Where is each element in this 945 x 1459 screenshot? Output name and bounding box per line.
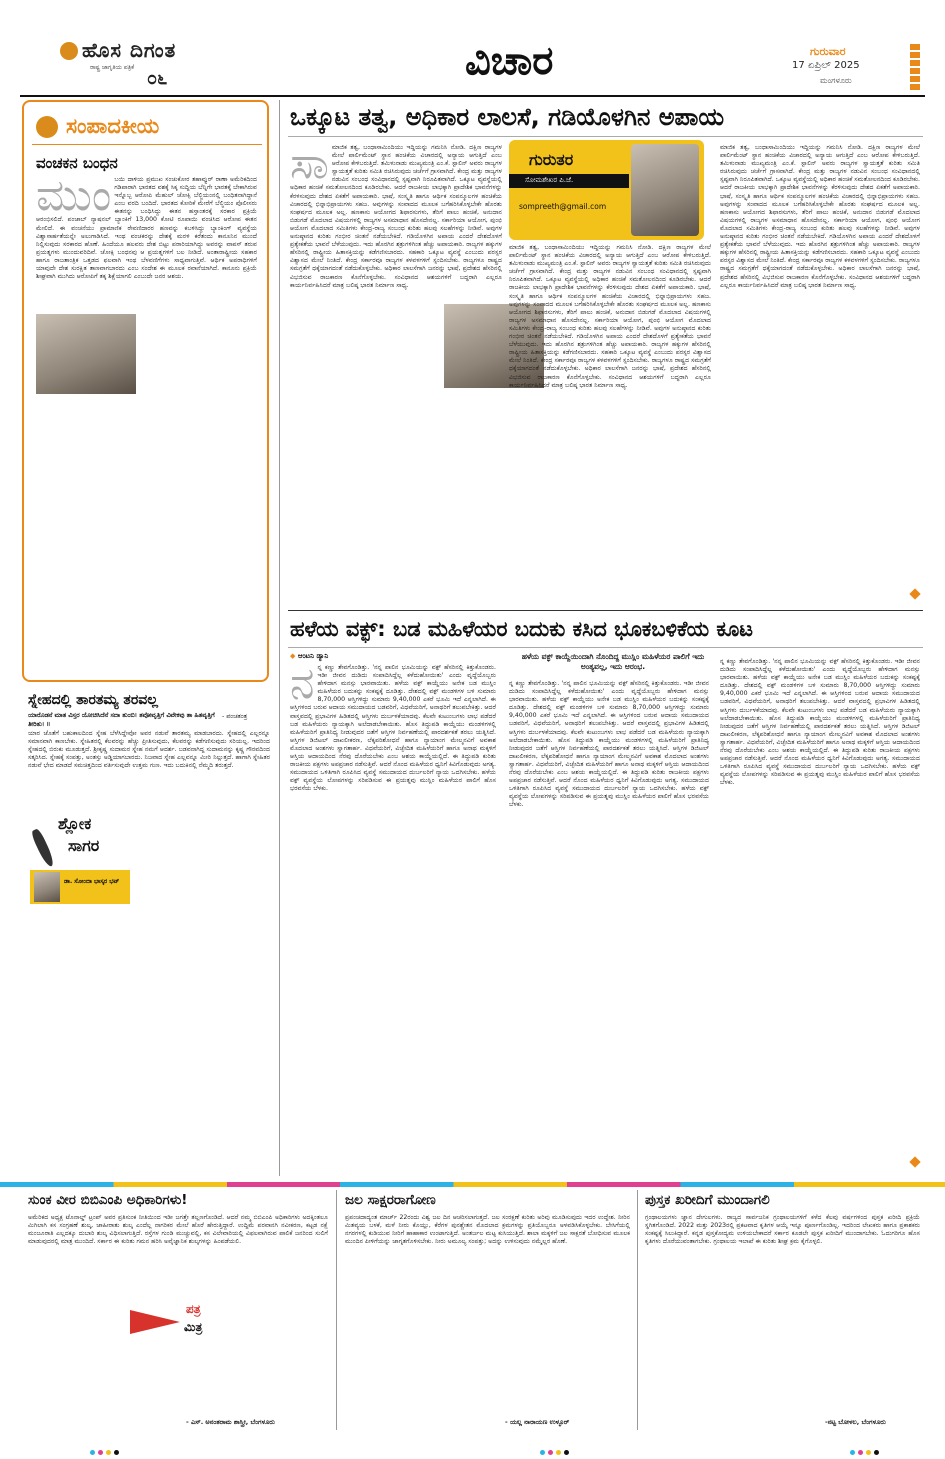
letters-top-stripe [0, 1182, 945, 1187]
letter2-signature: - ಯಲ್ಲ ನಾರಾಯಣ ಉಳ್ಳೂರ್ [505, 1418, 570, 1426]
columnist-photo [631, 144, 699, 236]
letter3-signature: -ನಟ್ಟ ಬೋಳಲ, ಬೆಂಗಳೂರು [825, 1418, 886, 1426]
columnist-name-bar [509, 174, 629, 188]
letter3-body: ಗ್ರಂಥಾಲಯಗಳು ಜ್ಞಾನ ದೇಗುಲಗಳು. ರಾಜ್ಯದ ಸಾರ್ವಜನಿಕ ಗ್ರಂಥಾಲಯಗಳಿಗೆ ಕಳೆದ ಕೆಲವು ವರ್ಷಗಳಿಂದ ಪುಸ್ತಕ ಖರೀದಿ ಪ್ರಕ್ರಿಯೆ ಸ್ಥಗಿತಗೊಂಡಿದೆ. 2022 ಮತ್ತು 2023ರಲ್ಲಿ ಪ್ರಕಟವಾದ ಕೃತಿಗಳ ಆಯ್ಕೆ ಇನ್ನೂ ಪೂರ್ಣಗೊಂಡಿಲ್ಲ. ಇದರಿಂದ ಲೇಖಕರು ಹಾಗೂ ಪ್ರಕಾಶಕರು ಸಂಕಷ್ಟಕ್ಕೆ ಸಿಲುಕಿದ್ದಾರೆ. ಕನ್ನಡ ಪುಸ್ತಕೋದ್ಯಮ ಉಳಿಯಬೇಕಾದರೆ ಸರ್ಕಾರ ಕೂಡಲೇ ಪುಸ್ತಕ ಖರೀದಿಗೆ ಮುಂದಾಗಬೇಕು. ಓದುಗರಿಗೂ ಹೊಸ ಕೃತಿಗಳು ದೊರೆಯುವಂತಾಗಬೇಕು. ಗ್ರಂಥಾಲಯ ಇಲಾಖೆ ಈ ಕುರಿತು ಶೀಘ್ರ ಕ್ರಮ ಕೈಗೊಳ್ಳಲಿ. [645, 1214, 920, 1246]
letters-badge-line2: ಮಿತ್ರ [184, 1320, 203, 1334]
paper-logo [52, 34, 252, 94]
section-title: ವಿಚಾರ [465, 38, 554, 84]
waqf-text: ನ್ನ ಕಣ್ಣು ತೇವಗೊಂಡಿತ್ತು. 'ನನ್ನ ಪಾಲಿನ ಭೂಮಿಯನ್ನು ವಕ್ಫ್ ಹೆಸರಿನಲ್ಲಿ ಕಿತ್ತುಕೊಂಡರು. ಇಡೀ ಜೀವನ ದುಡಿದು ಸಂಪಾದಿಸಿದ್ದೆಲ್ಲ ಕಳೆದುಹೋಯಿತು' ಎಂದು ವೃದ್ಧೆಯೊಬ್ಬರು ಹೇಳಿದಾಗ ಮನಸ್ಸು ಭಾರವಾಯಿತು. ಹಳೆಯ ವಕ್ಫ್ ಕಾಯ್ದೆಯು ಅನೇಕ ಬಡ ಮುಸ್ಲಿಂ ಮಹಿಳೆಯರ ಬದುಕನ್ನು ಸಂಕಷ್ಟಕ್ಕೆ ದೂಡಿತ್ತು. ದೇಶದಲ್ಲಿ ವಕ್ಫ್ ಮಂಡಳಿಗಳ ಬಳಿ ಸುಮಾರು 8,70,000 ಆಸ್ತಿಗಳಿದ್ದು ಸುಮಾರು 9,40,000 ಎಕರೆ ಭೂಮಿ ಇದೆ ಎನ್ನಲಾಗಿದೆ. ಈ ಆಸ್ತಿಗಳಿಂದ ಬರುವ ಆದಾಯ ಸಮುದಾಯದ ಬಡವರಿಗೆ, ವಿಧವೆಯರಿಗೆ, ಅನಾಥರಿಗೆ ತಲುಪಬೇಕಿತ್ತು. ಆದರೆ ವಾಸ್ತವದಲ್ಲಿ ಪ್ರಭಾವಿಗಳ ಹಿಡಿತದಲ್ಲಿ ಆಸ್ತಿಗಳು ದುರ್ಬಳಕೆಯಾದವು. ಕೆಲವೇ ಕುಟುಂಬಗಳು ಲಾಭ ಪಡೆದರೆ ಬಡ ಮಹಿಳೆಯರು ನ್ಯಾಯಕ್ಕಾಗಿ ಅಲೆದಾಡಬೇಕಾಯಿತು. ಹೊಸ ತಿದ್ದುಪಡಿ ಕಾಯ್ದೆಯು ಮಂಡಳಿಗಳಲ್ಲಿ ಮಹಿಳೆಯರಿಗೆ ಪ್ರಾತಿನಿಧ್ಯ ನೀಡುವುದರ ಜತೆಗೆ ಆಸ್ತಿಗಳ ನಿರ್ವಹಣೆಯಲ್ಲಿ ಪಾರದರ್ಶಕತೆ ತರಲು ಯತ್ನಿಸಿದೆ. ಆಸ್ತಿಗಳ ಡಿಜಿಟಲ್ ದಾಖಲೀಕರಣ, ಲೆಕ್ಕಪರಿಶೋಧನೆ ಹಾಗೂ ನ್ಯಾಯಾಂಗ ಮೇಲ್ಮನವಿಗೆ ಅವಕಾಶ ಮೊದಲಾದ ಅಂಶಗಳು ಸ್ವಾಗತಾರ್ಹ. ವಿಧವೆಯರಿಗೆ, ವಿಚ್ಛೇದಿತ ಮಹಿಳೆಯರಿಗೆ ಹಾಗೂ ಅನಾಥ ಮಕ್ಕಳಿಗೆ ಆಸ್ತಿಯ ಆದಾಯದಿಂದ ನೆರವು ದೊರೆಯಬೇಕು ಎಂಬ ಆಶಯ ಕಾಯ್ದೆಯಲ್ಲಿದೆ. ಈ ತಿದ್ದುಪಡಿ ಕುರಿತು ರಾಜಕೀಯ ಪಕ್ಷಗಳು ಅಪಪ್ರಚಾರ ನಡೆಸುತ್ತಿವೆ. ಆದರೆ ನೊಂದ ಮಹಿಳೆಯರ ಧ್ವನಿಗೆ ಕಿವಿಗೊಡುವುದು ಅಗತ್ಯ. ಸಮುದಾಯದ ಒಳಿತಿಗಾಗಿ ರೂಪಿಸಿದ ವ್ಯವಸ್ಥೆ ಸಮುದಾಯದ ದುರ್ಬಲರಿಗೆ ನ್ಯಾಯ ಒದಗಿಸಬೇಕು. ಹಳೆಯ ವಕ್ಫ್ ವ್ಯವಸ್ಥೆಯ ಲೋಪಗಳನ್ನು ಸರಿಪಡಿಸುವ ಈ ಪ್ರಯತ್ನವು ಮುಸ್ಲಿಂ ಮಹಿಳೆಯರ ಪಾಲಿಗೆ ಹೊಸ ಭರವಸೆಯ ಬೆಳಕು. [290, 664, 496, 793]
editorial-box [22, 100, 269, 682]
love-headline: ಸ್ನೇಹದಲ್ಲಿ ತಾರತಮ್ಯ ತರವಲ್ಲ [28, 692, 158, 708]
letter1-body: ಅಮೆರಿಕದ ಅಧ್ಯಕ್ಷ ಟೊನಾಲ್ಡ್ ಟ್ರಂಪ್ ಅವರ ಪ್ರತಿಸುಂಕ ನೀತಿಯಿಂದ ಇಡೀ ಜಗತ್ತೇ ತಲ್ಲಣಗೊಂಡಿದೆ. ಆದರೆ ನಮ್ಮ ಬಿಬಿಎಂಪಿ ಅಧಿಕಾರಿಗಳು ಅದಕ್ಕಿಂತಲೂ ಮಿಗಿಲಾಗಿ ಕಸ ಸಂಗ್ರಹಣೆ ಶುಲ್ಕ, ಜಾಹೀರಾತು ಶುಲ್ಕ ಎಂದೆಲ್ಲ ನಾಗರಿಕರ ಮೇಲೆ ಹೊರೆ ಹೇರುತ್ತಿದ್ದಾರೆ. ಉದ್ದಿಮೆ ಪರವಾನಗಿ ನವೀಕರಣ, ಕಟ್ಟಡ ನಕ್ಷೆ ಮಂಜೂರಾತಿ ಎಲ್ಲದಕ್ಕೂ ದುಬಾರಿ ಶುಲ್ಕ ವಿಧಿಸಲಾಗುತ್ತಿದೆ. ರಸ್ತೆಗಳ ಗುಂಡಿ ಮುಚ್ಚುವಲ್ಲಿ, ಕಸ ವಿಲೇವಾರಿಯಲ್ಲಿ ವಿಫಲವಾಗಿರುವ ಪಾಲಿಕೆ ಜನರಿಂದ ಸುಲಿಗೆ ಮಾಡುವುದರಲ್ಲಿ ಮಾತ್ರ ಮುಂದಿದೆ. ಸರ್ಕಾರ ಈ ಕುರಿತು ಗಮನ ಹರಿಸಿ ಅವೈಜ್ಞಾನಿಕ ಶುಲ್ಕಗಳನ್ನು ಹಿಂಪಡೆಯಲಿ. [28, 1214, 328, 1246]
editorial-headline: ವಂಚಕನ ಬಂಧನ [36, 154, 118, 172]
editorial-drop-cap: ಮುಂ [36, 176, 112, 221]
date-day: ಗುರುವಾರ [810, 45, 846, 58]
masthead-stripe [910, 44, 920, 90]
waqf-body-col3: ನ್ನ ಕಣ್ಣು ತೇವಗೊಂಡಿತ್ತು. 'ನನ್ನ ಪಾಲಿನ ಭೂಮಿಯನ್ನು ವಕ್ಫ್ ಹೆಸರಿನಲ್ಲಿ ಕಿತ್ತುಕೊಂಡರು. ಇಡೀ ಜೀವನ ದುಡಿದು ಸಂಪಾದಿಸಿದ್ದೆಲ್ಲ ಕಳೆದುಹೋಯಿತು' ಎಂದು ವೃದ್ಧೆಯೊಬ್ಬರು ಹೇಳಿದಾಗ ಮನಸ್ಸು ಭಾರವಾಯಿತು. ಹಳೆಯ ವಕ್ಫ್ ಕಾಯ್ದೆಯು ಅನೇಕ ಬಡ ಮುಸ್ಲಿಂ ಮಹಿಳೆಯರ ಬದುಕನ್ನು ಸಂಕಷ್ಟಕ್ಕೆ ದೂಡಿತ್ತು. ದೇಶದಲ್ಲಿ ವಕ್ಫ್ ಮಂಡಳಿಗಳ ಬಳಿ ಸುಮಾರು 8,70,000 ಆಸ್ತಿಗಳಿದ್ದು ಸುಮಾರು 9,40,000 ಎಕರೆ ಭೂಮಿ ಇದೆ ಎನ್ನಲಾಗಿದೆ. ಈ ಆಸ್ತಿಗಳಿಂದ ಬರುವ ಆದಾಯ ಸಮುದಾಯದ ಬಡವರಿಗೆ, ವಿಧವೆಯರಿಗೆ, ಅನಾಥರಿಗೆ ತಲುಪಬೇಕಿತ್ತು. ಆದರೆ ವಾಸ್ತವದಲ್ಲಿ ಪ್ರಭಾವಿಗಳ ಹಿಡಿತದಲ್ಲಿ ಆಸ್ತಿಗಳು ದುರ್ಬಳಕೆಯಾದವು. ಕೆಲವೇ ಕುಟುಂಬಗಳು ಲಾಭ ಪಡೆದರೆ ಬಡ ಮಹಿಳೆಯರು ನ್ಯಾಯಕ್ಕಾಗಿ ಅಲೆದಾಡಬೇಕಾಯಿತು. ಹೊಸ ತಿದ್ದುಪಡಿ ಕಾಯ್ದೆಯು ಮಂಡಳಿಗಳಲ್ಲಿ ಮಹಿಳೆಯರಿಗೆ ಪ್ರಾತಿನಿಧ್ಯ ನೀಡುವುದರ ಜತೆಗೆ ಆಸ್ತಿಗಳ ನಿರ್ವಹಣೆಯಲ್ಲಿ ಪಾರದರ್ಶಕತೆ ತರಲು ಯತ್ನಿಸಿದೆ. ಆಸ್ತಿಗಳ ಡಿಜಿಟಲ್ ದಾಖಲೀಕರಣ, ಲೆಕ್ಕಪರಿಶೋಧನೆ ಹಾಗೂ ನ್ಯಾಯಾಂಗ ಮೇಲ್ಮನವಿಗೆ ಅವಕಾಶ ಮೊದಲಾದ ಅಂಶಗಳು ಸ್ವಾಗತಾರ್ಹ. ವಿಧವೆಯರಿಗೆ, ವಿಚ್ಛೇದಿತ ಮಹಿಳೆಯರಿಗೆ ಹಾಗೂ ಅನಾಥ ಮಕ್ಕಳಿಗೆ ಆಸ್ತಿಯ ಆದಾಯದಿಂದ ನೆರವು ದೊರೆಯಬೇಕು ಎಂಬ ಆಶಯ ಕಾಯ್ದೆಯಲ್ಲಿದೆ. ಈ ತಿದ್ದುಪಡಿ ಕುರಿತು ರಾಜಕೀಯ ಪಕ್ಷಗಳು ಅಪಪ್ರಚಾರ ನಡೆಸುತ್ತಿವೆ. ಆದರೆ ನೊಂದ ಮಹಿಳೆಯರ ಧ್ವನಿಗೆ ಕಿವಿಗೊಡುವುದು ಅಗತ್ಯ. ಸಮುದಾಯದ ಒಳಿತಿಗಾಗಿ ರೂಪಿಸಿದ ವ್ಯವಸ್ಥೆ ಸಮುದಾಯದ ದುರ್ಬಲರಿಗೆ ನ್ಯಾಯ ಒದಗಿಸಬೇಕು. ಹಳೆಯ ವಕ್ಫ್ ವ್ಯವಸ್ಥೆಯ ಲೋಪಗಳನ್ನು ಸರಿಪಡಿಸುವ ಈ ಪ್ರಯತ್ನವು ಮುಸ್ಲಿಂ ಮಹಿಳೆಯರ ಪಾಲಿಗೆ ಹೊಸ ಭರವಸೆಯ ಬೆಳಕು. [720, 658, 920, 787]
letter2-title: ಜಲ ಸಾಕ್ಷರರಾಗೋಣ [345, 1192, 436, 1208]
letters-badge [128, 1296, 218, 1356]
paper-plane-icon [130, 1310, 180, 1334]
waqf-body-col1 [290, 664, 496, 1174]
editorial-text: ಬಯಿ ದಾಳಿಯ ಪ್ರಮುಖ ಸಂಚುಕೋರ ತಹಾವ್ವುರ್ ರಾಣಾ ಅಮೆರಿಕದಿಂದ ಗಡಿಪಾರಾಗಿ ಭಾರತದ ವಶಕ್ಕೆ ಸಿಕ್ಕ ಸುದ್ದಿಯ ಬೆನ್ನಿಗೇ ಭಾರತಕ್ಕೆ ಬೇಕಾಗಿರುವ ಇನ್ನೊಬ್ಬ ಆರೋಪಿ ಮೆಹುಲ್ ಚೋಕ್ಸಿ ಬೆಲ್ಜಿಯಂನಲ್ಲಿ ಬಂಧಿತನಾಗಿದ್ದಾನೆ ಎಂಬ ವರದಿ ಬಂದಿದೆ. ಭಾರತದ ಕೋರಿಕೆ ಮೇರೆಗೆ ಬೆಲ್ಜಿಯಂ ಪೊಲೀಸರು ಈತನನ್ನು ಬಂಧಿಸಿದ್ದು ಈತನ ಹಸ್ತಾಂತರಕ್ಕೆ ಸರಕಾರ ಪ್ರಕ್ರಿಯೆ ಆರಂಭಿಸಲಿದೆ. ಪಂಜಾಬ್ ನ್ಯಾಷನಲ್ ಬ್ಯಾಂಕಿಗೆ 13,000 ಕೋಟಿ ರೂಪಾಯಿ ವಂಚಿಸಿದ ಆರೋಪ ಈತನ ಮೇಲಿದೆ. ಈ ವಂಚನೆಯು ಪ್ರಾಮಾಣಿಕ ಠೇವಣಿದಾರರ ಹಣವನ್ನು ಕಬಳಿಸಿದ್ದು ಬ್ಯಾಂಕಿಂಗ್ ವ್ಯವಸ್ಥೆಯ ವಿಶ್ವಾಸಾರ್ಹತೆಯನ್ನೇ ಅಲುಗಾಡಿಸಿದೆ. ಇಂಥ ವಂಚಕರನ್ನು ದೇಶಕ್ಕೆ ಮರಳಿ ಕರೆತಂದು ಕಾನೂನಿನ ಮುಂದೆ ನಿಲ್ಲಿಸುವುದು ಸರಕಾರದ ಹೊಣೆ. ಹಿಂದೆಯೂ ಹಲವರು ದೇಶ ಬಿಟ್ಟು ಪರಾರಿಯಾಗಿದ್ದು ಅವರನ್ನು ವಾಪಸ್ ತರುವ ಪ್ರಯತ್ನಗಳು ಮುಂದುವರಿದಿವೆ. ಚೋಕ್ಸಿ ಬಂಧನವು ಆ ಪ್ರಯತ್ನಗಳಿಗೆ ಬಲ ನೀಡಿದೆ. ಅಂತಾರಾಷ್ಟ್ರೀಯ ಸಹಕಾರ ಹಾಗೂ ರಾಜತಾಂತ್ರಿಕ ಒತ್ತಡದ ಫಲವಾಗಿ ಇಂಥ ಬೆಳವಣಿಗೆಗಳು ಸಾಧ್ಯವಾಗುತ್ತಿವೆ. ಆರ್ಥಿಕ ಅಪರಾಧಿಗಳಿಗೆ ಯಾವುದೇ ದೇಶ ಸುರಕ್ಷಿತ ತಾಣವಾಗಬಾರದು ಎಂಬ ಸಂದೇಶ ಈ ಮೂಲಕ ರವಾನೆಯಾಗಿದೆ. ಕಾನೂನು ಪ್ರಕ್ರಿಯೆ ಶೀಘ್ರವಾಗಿ ಮುಗಿದು ಆರೋಪಿಗೆ ತಕ್ಕ ಶಿಕ್ಷೆಯಾಗಲಿ ಎಂಬುದೇ ಜನರ ಆಶಯ. [36, 176, 257, 281]
columnist-email: sompreeth@gmail.com [519, 202, 607, 211]
letter3-title: ಪುಸ್ತಕ ಖರೀದಿಗೆ ಮುಂದಾಗಲಿ [645, 1192, 770, 1208]
editorial-badge-label: ಸಂಪಾದಕೀಯ [66, 114, 160, 138]
waqf-drop-cap: ನ [290, 664, 315, 709]
waqf-author-name: ಆಂಟನಿ ಡ್ಯಾನಿ [297, 652, 329, 660]
waqf-subhead: ಹಳೆಯ ವಕ್ಫ್ ಕಾಯ್ದೆಯಿಂದಾಗಿ ನೊಂದಿದ್ದ ಮುಸ್ಲಿಂ ಮಹಿಳೆಯರ ಪಾಲಿಗೆ ಇದು ಅಂತ್ಯವಲ್ಲ, ಇದು ಆರಂಭ. [521, 652, 705, 671]
love-quote: ಯಾರೊಡನೆ ಮಾತ ವಿಸ್ತರ ಯೋಚಿಸಿದೆನೆ ಸದಾ ತುಂಬಿ। ತವೋವೃತ್ತಿಗೆ ವಿವೇಕವು ತಾ ಹಿತವೃತ್ತಿಗೆ ತೀರಿತು। ॥ [28, 712, 215, 728]
registration-dots-left [90, 1440, 122, 1459]
logo-emblem-icon [60, 42, 78, 60]
date-text: 17 ಏಪ್ರಿಲ್ 2025 [792, 60, 860, 71]
waqf-headline: ಹಳೆಯ ವಕ್ಫ್: ಬಡ ಮಹಿಳೆಯರ ಬದುಕು ಕಸಿದ ಭೂಕಬಳಿಕೆಯ ಕೂಟ [290, 617, 753, 641]
main-body-col3: ಮಾಜಿಕ ತತ್ವ, ಬಂಧಾಸಾಮಿಂದಿಯು ಇದ್ದಿಯನ್ನು ಗಮನಿಸಿ ನೋಡಿ. ದಕ್ಷಿಣ ರಾಜ್ಯಗಳ ಮೇಲೆ ಪಾರ್ಲಿಮೆಂಟ್ ಸ್ಥಾನ ಹಂಚಿಕೆಯ ವಿಚಾರದಲ್ಲಿ ಅನ್ಯಾಯ ಆಗುತ್ತಿದೆ ಎಂಬ ಆರೋಪ ಕೇಳಿಬರುತ್ತಿದೆ. ತಮಿಳುನಾಡು ಮುಖ್ಯಮಂತ್ರಿ ಎಂ.ಕೆ. ಸ್ಟಾಲಿನ್ ಅವರು ರಾಜ್ಯಗಳ ಸ್ವಾಯತ್ತತೆ ಕುರಿತು ಸಮಿತಿ ರಚಿಸಿರುವುದು ಚರ್ಚೆಗೆ ಗ್ರಾಸವಾಗಿದೆ. ಕೇಂದ್ರ ಮತ್ತು ರಾಜ್ಯಗಳ ನಡುವಿನ ಸಂಬಂಧ ಸಂವಿಧಾನದಲ್ಲಿ ಸ್ಪಷ್ಟವಾಗಿ ನಿರೂಪಿತವಾಗಿದೆ. ಒಕ್ಕೂಟ ವ್ಯವಸ್ಥೆಯಲ್ಲಿ ಅಧಿಕಾರ ಹಂಚಿಕೆ ಸಮತೋಲನದಿಂದ ಕೂಡಿರಬೇಕು. ಆದರೆ ರಾಜಕೀಯ ಲಾಭಕ್ಕಾಗಿ ಪ್ರಾದೇಶಿಕ ಭಾವನೆಗಳನ್ನು ಕೆರಳಿಸುವುದು ದೇಶದ ಏಕತೆಗೆ ಅಪಾಯಕಾರಿ. ಭಾಷೆ, ಸಂಸ್ಕೃತಿ ಹಾಗೂ ಆರ್ಥಿಕ ಸಂಪನ್ಮೂಲಗಳ ಹಂಚಿಕೆಯ ವಿಚಾರದಲ್ಲಿ ಭಿನ್ನಾಭಿಪ್ರಾಯಗಳು ಸಹಜ. ಅವುಗಳನ್ನು ಸಂವಾದದ ಮೂಲಕ ಬಗೆಹರಿಸಿಕೊಳ್ಳಬೇಕೇ ಹೊರತು ಸಂಘರ್ಷದ ಮೂಲಕ ಅಲ್ಲ. ಹಣಕಾಸು ಆಯೋಗದ ಶಿಫಾರಸುಗಳು, ತೆರಿಗೆ ಪಾಲು ಹಂಚಿಕೆ, ಅನುದಾನ ಬಿಡುಗಡೆ ಮೊದಲಾದ ವಿಷಯಗಳಲ್ಲಿ ರಾಜ್ಯಗಳ ಅಸಮಾಧಾನ ಹೊಸದೇನಲ್ಲ. ಸರ್ಕಾರಿಯಾ ಆಯೋಗ, ಪುಂಛಿ ಆಯೋಗ ಮೊದಲಾದ ಸಮಿತಿಗಳು ಕೇಂದ್ರ-ರಾಜ್ಯ ಸಂಬಂಧ ಕುರಿತು ಹಲವು ಸಲಹೆಗಳನ್ನು ನೀಡಿವೆ. ಅವುಗಳ ಅನುಷ್ಠಾನದ ಕುರಿತು ಗಂಭೀರ ಚಿಂತನೆ ನಡೆಯಬೇಕಿದೆ. ಗಡಿಯೊಳಗಿನ ಅಪಾಯ ಎಂದರೆ ದೇಶದೊಳಗೆ ಪ್ರತ್ಯೇಕತೆಯ ಭಾವನೆ ಬೆಳೆಯುವುದು. ಇದು ಹೊರಗಿನ ಶತ್ರುಗಳಿಗಿಂತ ಹೆಚ್ಚು ಅಪಾಯಕಾರಿ. ರಾಜ್ಯಗಳ ಹಕ್ಕುಗಳ ಹೆಸರಿನಲ್ಲಿ ರಾಷ್ಟ್ರೀಯ ಹಿತಾಸಕ್ತಿಯನ್ನು ಕಡೆಗಣಿಸಬಾರದು. ಸಹಕಾರಿ ಒಕ್ಕೂಟ ವ್ಯವಸ್ಥೆ ಎಂಬುದು ಪರಸ್ಪರ ವಿಶ್ವಾಸದ ಮೇಲೆ ನಿಂತಿದೆ. ಕೇಂದ್ರ ಸರ್ಕಾರವೂ ರಾಜ್ಯಗಳ ಕಳವಳಗಳಿಗೆ ಸ್ಪಂದಿಸಬೇಕು. ರಾಜ್ಯಗಳೂ ರಾಷ್ಟ್ರದ ಸಮಗ್ರತೆಗೆ ಧಕ್ಕೆಯಾಗದಂತೆ ನಡೆದುಕೊಳ್ಳಬೇಕು. ಅಧಿಕಾರ ಲಾಲಸೆಗಾಗಿ ಜನರನ್ನು ಭಾಷೆ, ಪ್ರದೇಶದ ಹೆಸರಿನಲ್ಲಿ ವಿಭಜಿಸುವ ರಾಜಕಾರಣ ಕೊನೆಗೊಳ್ಳಬೇಕು. ಸಂವಿಧಾನದ ಆಶಯಗಳಿಗೆ ಬದ್ಧರಾಗಿ ಎಲ್ಲರೂ ಕಾರ್ಯನಿರ್ವಹಿಸಿದರೆ ಮಾತ್ರ ಬಲಿಷ್ಠ ಭಾರತ ನಿರ್ಮಾಣ ಸಾಧ್ಯ. [720, 144, 920, 289]
love-quote-author: - ಪಂಚತಂತ್ರ [222, 713, 248, 720]
main-drop-cap: ಸಾ [290, 144, 329, 189]
editorial-body [36, 176, 257, 676]
main-headline: ಒಕ್ಕೂಟ ತತ್ವ, ಅಧಿಕಾರ ಲಾಲಸೆ, ಗಡಿಯೊಳಗಿನ ಅಪಾಯ [290, 103, 725, 131]
waqf-author [290, 652, 328, 661]
page-number: ೦೬ [147, 68, 168, 89]
paper-name: ಹೊಸ ದಿಗಂತ [82, 38, 177, 62]
letter1-title: ಸುಂಕ ವೀರ ಬಿಬಿಎಂಪಿ ಅಧಿಕಾರಿಗಳು! [28, 1192, 188, 1208]
registration-dots-right [850, 1440, 882, 1459]
letter1-signature: - ಎಸ್. ಅನಂತರಾಮ ಶಾಸ್ತ್ರೀ, ಬೆಂಗಳೂರು [186, 1418, 275, 1426]
main-text: ಮಾಜಿಕ ತತ್ವ, ಬಂಧಾಸಾಮಿಂದಿಯು ಇದ್ದಿಯನ್ನು ಗಮನಿಸಿ ನೋಡಿ. ದಕ್ಷಿಣ ರಾಜ್ಯಗಳ ಮೇಲೆ ಪಾರ್ಲಿಮೆಂಟ್ ಸ್ಥಾನ ಹಂಚಿಕೆಯ ವಿಚಾರದಲ್ಲಿ ಅನ್ಯಾಯ ಆಗುತ್ತಿದೆ ಎಂಬ ಆರೋಪ ಕೇಳಿಬರುತ್ತಿದೆ. ತಮಿಳುನಾಡು ಮುಖ್ಯಮಂತ್ರಿ ಎಂ.ಕೆ. ಸ್ಟಾಲಿನ್ ಅವರು ರಾಜ್ಯಗಳ ಸ್ವಾಯತ್ತತೆ ಕುರಿತು ಸಮಿತಿ ರಚಿಸಿರುವುದು ಚರ್ಚೆಗೆ ಗ್ರಾಸವಾಗಿದೆ. ಕೇಂದ್ರ ಮತ್ತು ರಾಜ್ಯಗಳ ನಡುವಿನ ಸಂಬಂಧ ಸಂವಿಧಾನದಲ್ಲಿ ಸ್ಪಷ್ಟವಾಗಿ ನಿರೂಪಿತವಾಗಿದೆ. ಒಕ್ಕೂಟ ವ್ಯವಸ್ಥೆಯಲ್ಲಿ ಅಧಿಕಾರ ಹಂಚಿಕೆ ಸಮತೋಲನದಿಂದ ಕೂಡಿರಬೇಕು. ಆದರೆ ರಾಜಕೀಯ ಲಾಭಕ್ಕಾಗಿ ಪ್ರಾದೇಶಿಕ ಭಾವನೆಗಳನ್ನು ಕೆರಳಿಸುವುದು ದೇಶದ ಏಕತೆಗೆ ಅಪಾಯಕಾರಿ. ಭಾಷೆ, ಸಂಸ್ಕೃತಿ ಹಾಗೂ ಆರ್ಥಿಕ ಸಂಪನ್ಮೂಲಗಳ ಹಂಚಿಕೆಯ ವಿಚಾರದಲ್ಲಿ ಭಿನ್ನಾಭಿಪ್ರಾಯಗಳು ಸಹಜ. ಅವುಗಳನ್ನು ಸಂವಾದದ ಮೂಲಕ ಬಗೆಹರಿಸಿಕೊಳ್ಳಬೇಕೇ ಹೊರತು ಸಂಘರ್ಷದ ಮೂಲಕ ಅಲ್ಲ. ಹಣಕಾಸು ಆಯೋಗದ ಶಿಫಾರಸುಗಳು, ತೆರಿಗೆ ಪಾಲು ಹಂಚಿಕೆ, ಅನುದಾನ ಬಿಡುಗಡೆ ಮೊದಲಾದ ವಿಷಯಗಳಲ್ಲಿ ರಾಜ್ಯಗಳ ಅಸಮಾಧಾನ ಹೊಸದೇನಲ್ಲ. ಸರ್ಕಾರಿಯಾ ಆಯೋಗ, ಪುಂಛಿ ಆಯೋಗ ಮೊದಲಾದ ಸಮಿತಿಗಳು ಕೇಂದ್ರ-ರಾಜ್ಯ ಸಂಬಂಧ ಕುರಿತು ಹಲವು ಸಲಹೆಗಳನ್ನು ನೀಡಿವೆ. ಅವುಗಳ ಅನುಷ್ಠಾನದ ಕುರಿತು ಗಂಭೀರ ಚಿಂತನೆ ನಡೆಯಬೇಕಿದೆ. ಗಡಿಯೊಳಗಿನ ಅಪಾಯ ಎಂದರೆ ದೇಶದೊಳಗೆ ಪ್ರತ್ಯೇಕತೆಯ ಭಾವನೆ ಬೆಳೆಯುವುದು. ಇದು ಹೊರಗಿನ ಶತ್ರುಗಳಿಗಿಂತ ಹೆಚ್ಚು ಅಪಾಯಕಾರಿ. ರಾಜ್ಯಗಳ ಹಕ್ಕುಗಳ ಹೆಸರಿನಲ್ಲಿ ರಾಷ್ಟ್ರೀಯ ಹಿತಾಸಕ್ತಿಯನ್ನು ಕಡೆಗಣಿಸಬಾರದು. ಸಹಕಾರಿ ಒಕ್ಕೂಟ ವ್ಯವಸ್ಥೆ ಎಂಬುದು ಪರಸ್ಪರ ವಿಶ್ವಾಸದ ಮೇಲೆ ನಿಂತಿದೆ. ಕೇಂದ್ರ ಸರ್ಕಾರವೂ ರಾಜ್ಯಗಳ ಕಳವಳಗಳಿಗೆ ಸ್ಪಂದಿಸಬೇಕು. ರಾಜ್ಯಗಳೂ ರಾಷ್ಟ್ರದ ಸಮಗ್ರತೆಗೆ ಧಕ್ಕೆಯಾಗದಂತೆ ನಡೆದುಕೊಳ್ಳಬೇಕು. ಅಧಿಕಾರ ಲಾಲಸೆಗಾಗಿ ಜನರನ್ನು ಭಾಷೆ, ಪ್ರದೇಶದ ಹೆಸರಿನಲ್ಲಿ ವಿಭಜಿಸುವ ರಾಜಕಾರಣ ಕೊನೆಗೊಳ್ಳಬೇಕು. ಸಂವಿಧಾನದ ಆಶಯಗಳಿಗೆ ಬದ್ಧರಾಗಿ ಎಲ್ಲರೂ ಕಾರ್ಯನಿರ್ವಹಿಸಿದರೆ ಮಾತ್ರ ಬಲಿಷ್ಠ ಭಾರತ ನಿರ್ಮಾಣ ಸಾಧ್ಯ. [290, 144, 502, 289]
editorial-emblem-icon [36, 116, 58, 138]
waqf-top-rule [288, 610, 923, 611]
author-caption: ಡಾ. ಸೋಂದಾ ಭಾಸ್ಕರ ಭಟ್ [64, 878, 120, 885]
main-body-col2: ಮಾಜಿಕ ತತ್ವ, ಬಂಧಾಸಾಮಿಂದಿಯು ಇದ್ದಿಯನ್ನು ಗಮನಿಸಿ ನೋಡಿ. ದಕ್ಷಿಣ ರಾಜ್ಯಗಳ ಮೇಲೆ ಪಾರ್ಲಿಮೆಂಟ್ ಸ್ಥಾನ ಹಂಚಿಕೆಯ ವಿಚಾರದಲ್ಲಿ ಅನ್ಯಾಯ ಆಗುತ್ತಿದೆ ಎಂಬ ಆರೋಪ ಕೇಳಿಬರುತ್ತಿದೆ. ತಮಿಳುನಾಡು ಮುಖ್ಯಮಂತ್ರಿ ಎಂ.ಕೆ. ಸ್ಟಾಲಿನ್ ಅವರು ರಾಜ್ಯಗಳ ಸ್ವಾಯತ್ತತೆ ಕುರಿತು ಸಮಿತಿ ರಚಿಸಿರುವುದು ಚರ್ಚೆಗೆ ಗ್ರಾಸವಾಗಿದೆ. ಕೇಂದ್ರ ಮತ್ತು ರಾಜ್ಯಗಳ ನಡುವಿನ ಸಂಬಂಧ ಸಂವಿಧಾನದಲ್ಲಿ ಸ್ಪಷ್ಟವಾಗಿ ನಿರೂಪಿತವಾಗಿದೆ. ಒಕ್ಕೂಟ ವ್ಯವಸ್ಥೆಯಲ್ಲಿ ಅಧಿಕಾರ ಹಂಚಿಕೆ ಸಮತೋಲನದಿಂದ ಕೂಡಿರಬೇಕು. ಆದರೆ ರಾಜಕೀಯ ಲಾಭಕ್ಕಾಗಿ ಪ್ರಾದೇಶಿಕ ಭಾವನೆಗಳನ್ನು ಕೆರಳಿಸುವುದು ದೇಶದ ಏಕತೆಗೆ ಅಪಾಯಕಾರಿ. ಭಾಷೆ, ಸಂಸ್ಕೃತಿ ಹಾಗೂ ಆರ್ಥಿಕ ಸಂಪನ್ಮೂಲಗಳ ಹಂಚಿಕೆಯ ವಿಚಾರದಲ್ಲಿ ಭಿನ್ನಾಭಿಪ್ರಾಯಗಳು ಸಹಜ. ಅವುಗಳನ್ನು ಸಂವಾದದ ಮೂಲಕ ಬಗೆಹರಿಸಿಕೊಳ್ಳಬೇಕೇ ಹೊರತು ಸಂಘರ್ಷದ ಮೂಲಕ ಅಲ್ಲ. ಹಣಕಾಸು ಆಯೋಗದ ಶಿಫಾರಸುಗಳು, ತೆರಿಗೆ ಪಾಲು ಹಂಚಿಕೆ, ಅನುದಾನ ಬಿಡುಗಡೆ ಮೊದಲಾದ ವಿಷಯಗಳಲ್ಲಿ ರಾಜ್ಯಗಳ ಅಸಮಾಧಾನ ಹೊಸದೇನಲ್ಲ. ಸರ್ಕಾರಿಯಾ ಆಯೋಗ, ಪುಂಛಿ ಆಯೋಗ ಮೊದಲಾದ ಸಮಿತಿಗಳು ಕೇಂದ್ರ-ರಾಜ್ಯ ಸಂಬಂಧ ಕುರಿತು ಹಲವು ಸಲಹೆಗಳನ್ನು ನೀಡಿವೆ. ಅವುಗಳ ಅನುಷ್ಠಾನದ ಕುರಿತು ಗಂಭೀರ ಚಿಂತನೆ ನಡೆಯಬೇಕಿದೆ. ಗಡಿಯೊಳಗಿನ ಅಪಾಯ ಎಂದರೆ ದೇಶದೊಳಗೆ ಪ್ರತ್ಯೇಕತೆಯ ಭಾವನೆ ಬೆಳೆಯುವುದು. ಇದು ಹೊರಗಿನ ಶತ್ರುಗಳಿಗಿಂತ ಹೆಚ್ಚು ಅಪಾಯಕಾರಿ. ರಾಜ್ಯಗಳ ಹಕ್ಕುಗಳ ಹೆಸರಿನಲ್ಲಿ ರಾಷ್ಟ್ರೀಯ ಹಿತಾಸಕ್ತಿಯನ್ನು ಕಡೆಗಣಿಸಬಾರದು. ಸಹಕಾರಿ ಒಕ್ಕೂಟ ವ್ಯವಸ್ಥೆ ಎಂಬುದು ಪರಸ್ಪರ ವಿಶ್ವಾಸದ ಮೇಲೆ ನಿಂತಿದೆ. ಕೇಂದ್ರ ಸರ್ಕಾರವೂ ರಾಜ್ಯಗಳ ಕಳವಳಗಳಿಗೆ ಸ್ಪಂದಿಸಬೇಕು. ರಾಜ್ಯಗಳೂ ರಾಷ್ಟ್ರದ ಸಮಗ್ರತೆಗೆ ಧಕ್ಕೆಯಾಗದಂತೆ ನಡೆದುಕೊಳ್ಳಬೇಕು. ಅಧಿಕಾರ ಲಾಲಸೆಗಾಗಿ ಜನರನ್ನು ಭಾಷೆ, ಪ್ರದೇಶದ ಹೆಸರಿನಲ್ಲಿ ವಿಭಜಿಸುವ ರಾಜಕಾರಣ ಕೊನೆಗೊಳ್ಳಬೇಕು. ಸಂವಿಧಾನದ ಆಶಯಗಳಿಗೆ ಬದ್ಧರಾಗಿ ಎಲ್ಲರೂ ಕಾರ್ಯನಿರ್ವಹಿಸಿದರೆ ಮಾತ್ರ ಬಲಿಷ್ಠ ಭಾರತ ನಿರ್ಮಾಣ ಸಾಧ್ಯ. [509, 244, 711, 389]
masthead-rule [20, 95, 925, 97]
column-divider [279, 100, 280, 1176]
love-body: ಯಾರ ಜೊತೆಗೆ ಬಹುಕಾಲದಿಂದ ಸ್ನೇಹ ಬೆಳೆಸಿದ್ದೇವೋ ಅವರ ನಡುವೆ ತಾರತಮ್ಯ ಮಾಡಬಾರದು. ಸ್ನೇಹದಲ್ಲಿ ಎಲ್ಲರನ್ನೂ ಸಮಾನವಾಗಿ ಕಾಣಬೇಕು. ಸ್ನೇಹಿತರಲ್ಲಿ ಕೆಲವರನ್ನು ಹೆಚ್ಚು ಪ್ರೀತಿಸುವುದು, ಕೆಲವರನ್ನು ಕಡೆಗಣಿಸುವುದು ಸರಿಯಲ್ಲ. ಇದರಿಂದ ಸ್ನೇಹದಲ್ಲಿ ಬಿರುಕು ಮೂಡುತ್ತದೆ. ಶ್ರೀಕೃಷ್ಣ ಸುದಾಮರ ಸ್ನೇಹ ನಮಗೆ ಆದರ್ಶ. ಬಡವನಾಗಿದ್ದ ಸುದಾಮನನ್ನು ಕೃಷ್ಣ ಗೌರವದಿಂದ ಸತ್ಕರಿಸಿದ. ಸ್ನೇಹಕ್ಕೆ ಸಂಪತ್ತು, ಅಂತಸ್ತು ಅಡ್ಡಿಯಾಗಬಾರದು. ನಿಜವಾದ ಸ್ನೇಹ ಎಲ್ಲವನ್ನೂ ಮೀರಿ ನಿಲ್ಲುತ್ತದೆ. ಹಾಗಾಗಿ ಸ್ನೇಹಿತರ ನಡುವೆ ಭೇದ ಮಾಡದೆ ಸಮಚಿತ್ತದಿಂದ ವರ್ತಿಸುವುದೇ ಉತ್ತಮ ಗುಣ. ಇದು ಬದುಕಿನಲ್ಲಿ ನೆಮ್ಮದಿ ತರುತ್ತದೆ. [28, 730, 270, 770]
paper-tagline: ರಾಷ್ಟ್ರ ಜಾಗೃತಿಯ ಪತ್ರಿಕೆ [90, 64, 135, 71]
editorial-badge [32, 110, 262, 145]
registration-dots-mid [540, 1440, 572, 1459]
letters-badge-line1: ಪತ್ರ [186, 1302, 201, 1316]
author-diamond-icon: ◆ [290, 652, 298, 660]
main-body-col1 [290, 144, 502, 604]
letters-divider-2 [637, 1190, 638, 1430]
columnist-name: ಸೋಮಶೇಖರ ಪಿ.ಜೆ. [525, 176, 574, 184]
waqf-body-col2: ನ್ನ ಕಣ್ಣು ತೇವಗೊಂಡಿತ್ತು. 'ನನ್ನ ಪಾಲಿನ ಭೂಮಿಯನ್ನು ವಕ್ಫ್ ಹೆಸರಿನಲ್ಲಿ ಕಿತ್ತುಕೊಂಡರು. ಇಡೀ ಜೀವನ ದುಡಿದು ಸಂಪಾದಿಸಿದ್ದೆಲ್ಲ ಕಳೆದುಹೋಯಿತು' ಎಂದು ವೃದ್ಧೆಯೊಬ್ಬರು ಹೇಳಿದಾಗ ಮನಸ್ಸು ಭಾರವಾಯಿತು. ಹಳೆಯ ವಕ್ಫ್ ಕಾಯ್ದೆಯು ಅನೇಕ ಬಡ ಮುಸ್ಲಿಂ ಮಹಿಳೆಯರ ಬದುಕನ್ನು ಸಂಕಷ್ಟಕ್ಕೆ ದೂಡಿತ್ತು. ದೇಶದಲ್ಲಿ ವಕ್ಫ್ ಮಂಡಳಿಗಳ ಬಳಿ ಸುಮಾರು 8,70,000 ಆಸ್ತಿಗಳಿದ್ದು ಸುಮಾರು 9,40,000 ಎಕರೆ ಭೂಮಿ ಇದೆ ಎನ್ನಲಾಗಿದೆ. ಈ ಆಸ್ತಿಗಳಿಂದ ಬರುವ ಆದಾಯ ಸಮುದಾಯದ ಬಡವರಿಗೆ, ವಿಧವೆಯರಿಗೆ, ಅನಾಥರಿಗೆ ತಲುಪಬೇಕಿತ್ತು. ಆದರೆ ವಾಸ್ತವದಲ್ಲಿ ಪ್ರಭಾವಿಗಳ ಹಿಡಿತದಲ್ಲಿ ಆಸ್ತಿಗಳು ದುರ್ಬಳಕೆಯಾದವು. ಕೆಲವೇ ಕುಟುಂಬಗಳು ಲಾಭ ಪಡೆದರೆ ಬಡ ಮಹಿಳೆಯರು ನ್ಯಾಯಕ್ಕಾಗಿ ಅಲೆದಾಡಬೇಕಾಯಿತು. ಹೊಸ ತಿದ್ದುಪಡಿ ಕಾಯ್ದೆಯು ಮಂಡಳಿಗಳಲ್ಲಿ ಮಹಿಳೆಯರಿಗೆ ಪ್ರಾತಿನಿಧ್ಯ ನೀಡುವುದರ ಜತೆಗೆ ಆಸ್ತಿಗಳ ನಿರ್ವಹಣೆಯಲ್ಲಿ ಪಾರದರ್ಶಕತೆ ತರಲು ಯತ್ನಿಸಿದೆ. ಆಸ್ತಿಗಳ ಡಿಜಿಟಲ್ ದಾಖಲೀಕರಣ, ಲೆಕ್ಕಪರಿಶೋಧನೆ ಹಾಗೂ ನ್ಯಾಯಾಂಗ ಮೇಲ್ಮನವಿಗೆ ಅವಕಾಶ ಮೊದಲಾದ ಅಂಶಗಳು ಸ್ವಾಗತಾರ್ಹ. ವಿಧವೆಯರಿಗೆ, ವಿಚ್ಛೇದಿತ ಮಹಿಳೆಯರಿಗೆ ಹಾಗೂ ಅನಾಥ ಮಕ್ಕಳಿಗೆ ಆಸ್ತಿಯ ಆದಾಯದಿಂದ ನೆರವು ದೊರೆಯಬೇಕು ಎಂಬ ಆಶಯ ಕಾಯ್ದೆಯಲ್ಲಿದೆ. ಈ ತಿದ್ದುಪಡಿ ಕುರಿತು ರಾಜಕೀಯ ಪಕ್ಷಗಳು ಅಪಪ್ರಚಾರ ನಡೆಸುತ್ತಿವೆ. ಆದರೆ ನೊಂದ ಮಹಿಳೆಯರ ಧ್ವನಿಗೆ ಕಿವಿಗೊಡುವುದು ಅಗತ್ಯ. ಸಮುದಾಯದ ಒಳಿತಿಗಾಗಿ ರೂಪಿಸಿದ ವ್ಯವಸ್ಥೆ ಸಮುದಾಯದ ದುರ್ಬಲರಿಗೆ ನ್ಯಾಯ ಒದಗಿಸಬೇಕು. ಹಳೆಯ ವಕ್ಫ್ ವ್ಯವಸ್ಥೆಯ ಲೋಪಗಳನ್ನು ಸರಿಪಡಿಸುವ ಈ ಪ್ರಯತ್ನವು ಮುಸ್ಲಿಂ ಮಹಿಳೆಯರ ಪಾಲಿಗೆ ಹೊಸ ಭರವಸೆಯ ಬೆಳಕು. [509, 680, 709, 809]
masthead [0, 0, 945, 95]
edition-name: ಮಂಗಳೂರು [820, 76, 852, 85]
letters-divider-1 [336, 1190, 337, 1430]
waqf-headline-rule [288, 647, 923, 648]
shloka-badge-line1: ಶ್ಲೋಕ [58, 814, 92, 833]
shloka-badge-line2: ಸಾಗರ [68, 836, 100, 855]
column-badge: ಗುರುತರ [529, 150, 574, 169]
letter2-body: ಪ್ರಪಂಚದಾದ್ಯಂತ ಮಾರ್ಚ್ 22ರಂದು ವಿಶ್ವ ಜಲ ದಿನ ಆಚರಿಸಲಾಗುತ್ತದೆ. ಜಲ ಸಂರಕ್ಷಣೆ ಕುರಿತು ಅರಿವು ಮೂಡಿಸುವುದು ಇದರ ಉದ್ದೇಶ. ನೀರಿನ ಮಿತವ್ಯಯ ಬಳಕೆ, ಮಳೆ ನೀರು ಕೊಯ್ಲು, ಕೆರೆಗಳ ಪುನಶ್ಚೇತನ ಮೊದಲಾದ ಕ್ರಮಗಳನ್ನು ಪ್ರತಿಯೊಬ್ಬರೂ ಅಳವಡಿಸಿಕೊಳ್ಳಬೇಕು. ಬೇಸಿಗೆಯಲ್ಲಿ ನಗರಗಳಲ್ಲಿ ಕುಡಿಯುವ ನೀರಿಗೆ ಹಾಹಾಕಾರ ಉಂಟಾಗುತ್ತಿದೆ. ಅಂತರ್ಜಲ ಮಟ್ಟ ಕುಸಿಯುತ್ತಿದೆ. ಶಾಲಾ ಮಕ್ಕಳಿಗೆ ಜಲ ಸಾಕ್ಷರತೆ ಬೋಧಿಸುವ ಮೂಲಕ ಮುಂದಿನ ಪೀಳಿಗೆಯನ್ನು ಜಾಗೃತಗೊಳಿಸಬೇಕು. ನೀರು ಅಮೂಲ್ಯ ಸಂಪತ್ತು; ಅದನ್ನು ಉಳಿಸುವುದು ನಮ್ಮೆಲ್ಲರ ಹೊಣೆ. [345, 1214, 630, 1246]
columnist-box [509, 140, 704, 240]
headline-rule [288, 136, 923, 137]
